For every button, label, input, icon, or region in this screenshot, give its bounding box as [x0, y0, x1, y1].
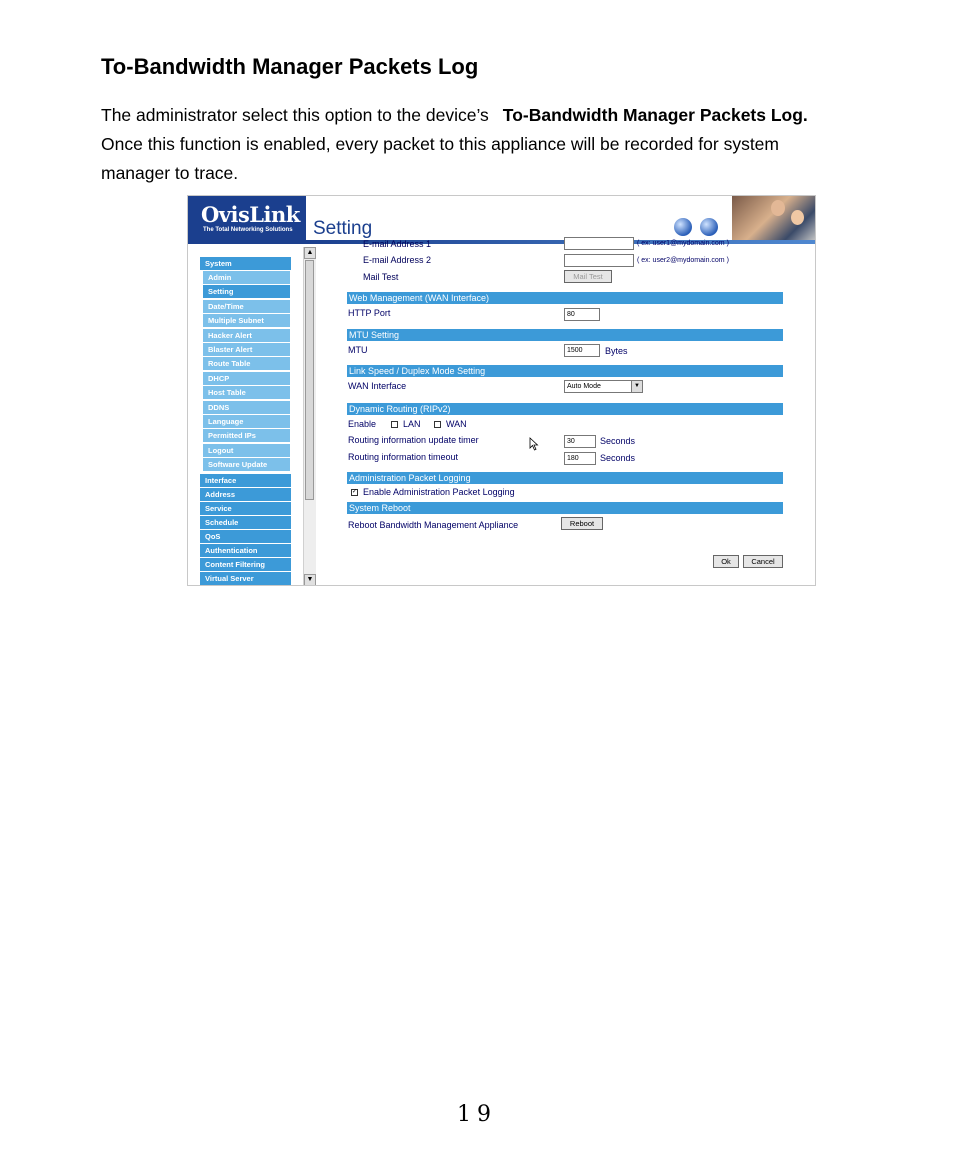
reboot-label: Reboot Bandwidth Management Appliance — [348, 520, 519, 530]
mtu-label: MTU — [348, 345, 368, 355]
admin-logging-label: Enable Administration Packet Logging — [363, 487, 515, 497]
scroll-down-icon[interactable]: ▼ — [304, 574, 316, 586]
sidebar-item[interactable]: QoS — [200, 530, 291, 543]
para-line1-bold: To-Bandwidth Manager Packets Log. — [502, 105, 808, 125]
banner-title: Setting — [313, 218, 373, 239]
wan-interface-select[interactable] — [564, 380, 643, 393]
sidebar-subitem[interactable]: Host Table — [203, 386, 290, 399]
sidebar-subitem[interactable]: Admin — [203, 271, 290, 284]
admin-logging-checkbox[interactable]: ✓ — [352, 489, 358, 495]
email1-input[interactable] — [564, 237, 634, 250]
email2-label: E-mail Address 2 — [363, 255, 432, 265]
person-icon — [791, 210, 804, 225]
scrollbar[interactable] — [303, 247, 316, 586]
wan-checkbox[interactable] — [434, 421, 441, 428]
update-timer-unit: Seconds — [600, 436, 636, 446]
wan-interface-value: Auto Mode — [567, 383, 601, 390]
scroll-up-icon[interactable]: ▲ — [304, 247, 316, 259]
sidebar-subitem[interactable]: Date/Time — [203, 300, 290, 313]
sidebar-item[interactable]: Address — [200, 488, 291, 501]
admin-packet-logging-header: Administration Packet Logging — [347, 472, 783, 484]
sidebar-subitem[interactable]: Language — [203, 415, 290, 428]
people-photo — [732, 196, 816, 240]
sidebar-subitem[interactable]: Permitted IPs — [203, 429, 290, 442]
web-management-header: Web Management (WAN Interface) — [347, 292, 783, 304]
cancel-button[interactable]: Cancel — [743, 555, 783, 568]
sidebar-subitem[interactable]: Multiple Subnet — [203, 314, 290, 327]
sidebar-subitem[interactable]: Logout — [203, 444, 290, 457]
email2-input[interactable] — [564, 254, 634, 267]
sidebar-subitem[interactable]: Blaster Alert — [203, 343, 290, 356]
logo-box — [188, 196, 306, 244]
sidebar-item-system[interactable]: System — [200, 257, 291, 270]
sidebar-item[interactable]: Schedule — [200, 516, 291, 529]
reboot-button[interactable]: Reboot — [561, 517, 603, 530]
sidebar-item[interactable]: Service — [200, 502, 291, 515]
mtu-unit: Bytes — [605, 346, 628, 356]
link-speed-header: Link Speed / Duplex Mode Setting — [347, 365, 783, 377]
description-paragraph — [101, 101, 921, 188]
page-number: 19 — [457, 1102, 497, 1127]
mailtest-label: Mail Test — [363, 272, 399, 282]
logo-tagline: The Total Networking Solutions — [203, 227, 293, 233]
para-line1-prefix: The administrator select this option to the device’s — [101, 105, 489, 125]
sidebar-subitem[interactable]: DDNS — [203, 401, 290, 414]
timeout-unit: Seconds — [600, 453, 636, 463]
sidebar-item[interactable]: Interface — [200, 474, 291, 487]
update-timer-input[interactable]: 30 — [564, 435, 596, 448]
mail-test-button[interactable]: Mail Test — [564, 270, 612, 283]
sidebar-item[interactable]: Virtual Server — [200, 572, 291, 585]
enable-label: Enable — [348, 419, 377, 429]
mouse-pointer-icon — [529, 437, 539, 451]
lan-checkbox[interactable] — [391, 421, 398, 428]
person-icon — [771, 200, 785, 216]
setting-screenshot — [187, 195, 816, 586]
scroll-thumb[interactable] — [305, 260, 314, 500]
chevron-down-icon[interactable]: ▼ — [631, 381, 642, 392]
wan-interface-label: WAN Interface — [348, 381, 407, 391]
email2-hint: ( ex: user2@mydomain.com ) — [637, 257, 729, 264]
timeout-input[interactable]: 180 — [564, 452, 596, 465]
system-reboot-header: System Reboot — [347, 502, 783, 514]
email1-hint: ( ex: user1@mydomain.com ) — [637, 240, 729, 247]
section-heading: To-Bandwidth Manager Packets Log — [101, 54, 479, 79]
email1-label: E-mail Address 1 — [363, 239, 432, 249]
http-port-input[interactable]: 80 — [564, 308, 600, 321]
wan-label: WAN — [446, 419, 467, 429]
ovislink-logo: OvisLink — [201, 202, 300, 227]
globe-icon — [700, 218, 718, 236]
banner — [188, 196, 816, 244]
sidebar-item[interactable]: Content Filtering — [200, 558, 291, 571]
sidebar-subitem[interactable]: Setting — [203, 285, 290, 298]
para-line3: manager to trace. — [101, 163, 239, 183]
dynamic-routing-header: Dynamic Routing (RIPv2) — [347, 403, 783, 415]
sidebar-subitem[interactable]: Hacker Alert — [203, 329, 290, 342]
sidebar — [200, 257, 291, 586]
sidebar-subitem[interactable]: Software Update — [203, 458, 290, 471]
sidebar-subitem[interactable]: Route Table — [203, 357, 290, 370]
para-line2: Once this function is enabled, every packet to this appliance will be recorded for system — [101, 134, 779, 154]
update-timer-label: Routing information update timer — [348, 435, 479, 445]
http-port-label: HTTP Port — [348, 308, 391, 318]
mtu-header: MTU Setting — [347, 329, 783, 341]
sidebar-subitem[interactable]: DHCP — [203, 372, 290, 385]
globe-icon — [674, 218, 692, 236]
mtu-input[interactable]: 1500 — [564, 344, 600, 357]
sidebar-item[interactable]: Authentication — [200, 544, 291, 557]
timeout-label: Routing information timeout — [348, 452, 459, 462]
lan-label: LAN — [403, 419, 421, 429]
ok-button[interactable]: Ok — [713, 555, 739, 568]
